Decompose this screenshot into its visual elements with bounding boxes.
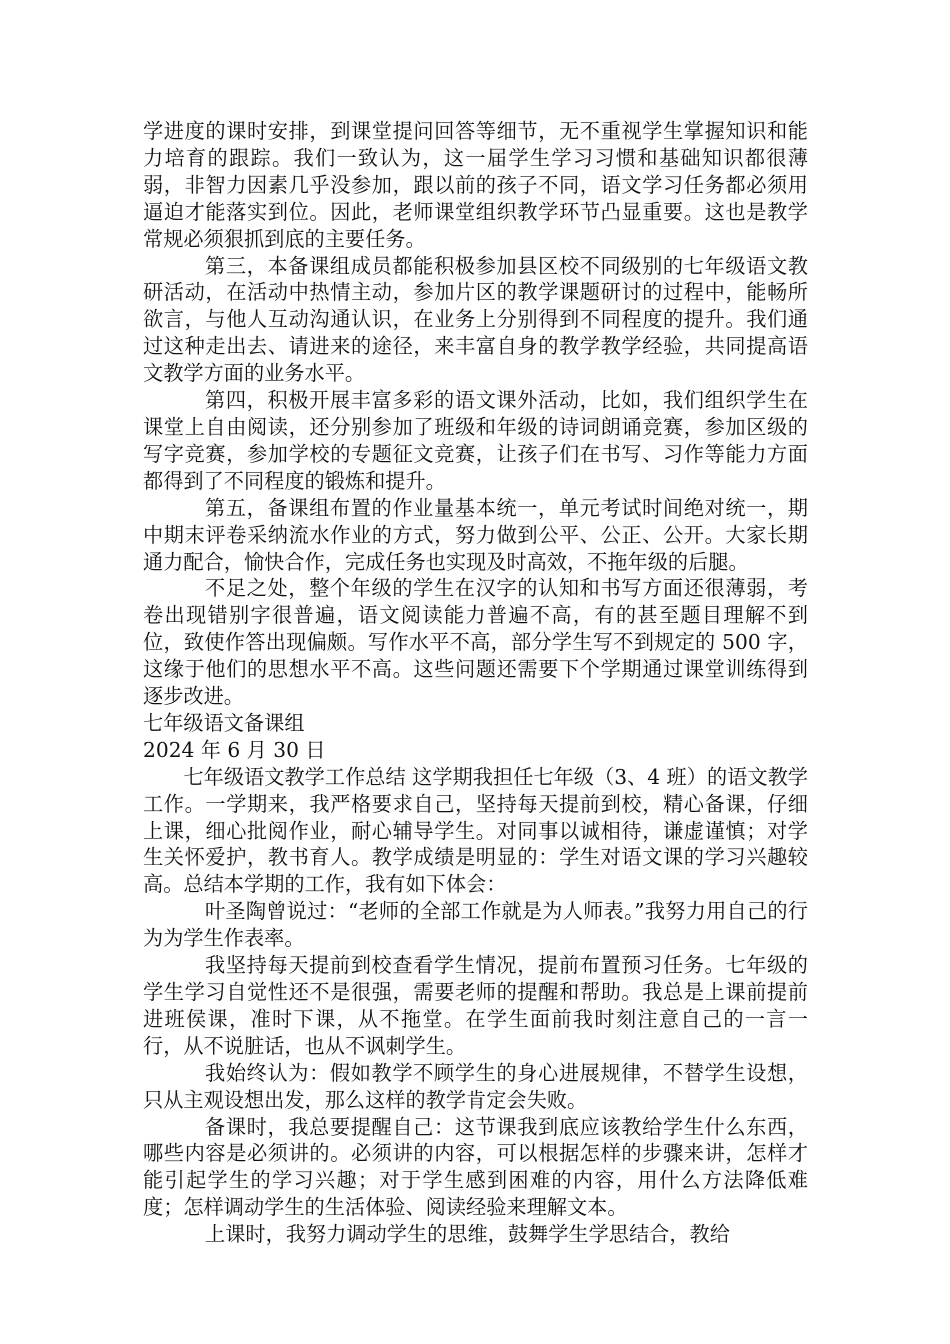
paragraph-in-class: 上课时，我努力调动学生的思维，鼓舞学生学思结合，教给: [205, 1222, 730, 1247]
paragraph-continued: 学进度的课时安排，到课堂提问回答等细节，无不重视学生掌握知识和能力培育的跟踪。我们一致认为，这一届学生学习习惯和基础知识都很薄弱，非智力因素几乎没参加，跟以前的孩子不同，语文学习任务都必须用逼迫才能落实到位。因此，老师课堂组织教学环节凸显重要。这也是教学常规必须狠抓到底的主要任务。: [143, 119, 808, 251]
paragraph-third-point: 第三，本备课组成员都能积极参加县区校不同级别的七年级语文教研活动，在活动中热情主动，参加片区的教学课题研讨的过程中，能畅所欲言，与他人互动沟通认识，在业务上分别得到不同程度的提升。我们通过这种走出去、请进来的途径，来丰富自身的教学教学经验，共同提高语文教学方面的业务水平。: [143, 253, 808, 386]
paragraph-belief: 我始终认为：假如教学不顾学生的身心进展规律，不替学生设想，只从主观设想出发，那么这样的教学肯定会失败。: [143, 1060, 808, 1112]
paragraph-shortcomings: 不足之处，整个年级的学生在汉字的认知和书写方面还很薄弱，考卷出现错别字很普遍，语文阅读能力普遍不高，有的甚至题目理解不到位，致使作答出现偏颇。写作水平不高，部分学生写不到规定的 500 字，这缘于他们的思想水平不高。这些问题还需要下个学期通过课堂训练得到逐步改进。: [143, 576, 808, 709]
paragraph-fifth-point: 第五，备课组布置的作业量基本统一，单元考试时间绝对统一，期中期末评卷采纳流水作业的方式，努力做到公平、公正、公开。大家长期通力配合，愉快合作，完成任务也实现及时高效，不拖年级的后腿。: [143, 495, 808, 574]
paragraph-lesson-prep: 备课时，我总要提醒自己：这节课我到底应该教给学生什么东西，哪些内容是必须讲的。必须讲的内容，可以根据怎样的步骤来讲，怎样才能引起学生的学习兴趣；对于学生感到困难的内容，用什么方法降低难度；怎样调动学生的生活体验、阅读经验来理解文本。: [143, 1114, 808, 1220]
document-page: [143, 118, 808, 1248]
paragraph-role-model: 叶圣陶曾说过：“老师的全部工作就是为人师表。”我努力用自己的行为为学生作表率。: [143, 899, 808, 951]
paragraph-punctuality: 我坚持每天提前到校查看学生情况，提前布置预习任务。七年级的学生学习自觉性还不是很强，需要老师的提醒和帮助。我总是上课前提前进班侯课，准时下课，从不拖堂。在学生面前我时刻注意自己的一言一行，从不说脏话，也从不讽刺学生。: [143, 953, 808, 1058]
signature-group: 七年级语文备课组: [143, 710, 305, 735]
signature-date: 2024 年 6 月 30 日: [143, 737, 326, 762]
paragraph-summary-intro: 七年级语文教学工作总结 这学期我担任七年级（3、4 班）的语文教学工作。一学期来，我严格要求自己，坚持每天提前到校，精心备课，仔细上课，细心批阅作业，耐心辅导学生。对同事以诚相待，谦虚谨慎；对学生关怀爱护，教书育人。教学成绩是明显的：学生对语文课的学习兴趣较高。总结本学期的工作，我有如下体会：: [143, 764, 808, 897]
paragraph-fourth-point: 第四，积极开展丰富多彩的语文课外活动，比如，我们组织学生在课堂上自由阅读，还分别参加了班级和年级的诗词朗诵竞赛，参加区级的写字竞赛，参加学校的专题征文竞赛，让孩子们在书写、习作等能力方面都得到了不同程度的锻炼和提升。: [143, 388, 808, 493]
